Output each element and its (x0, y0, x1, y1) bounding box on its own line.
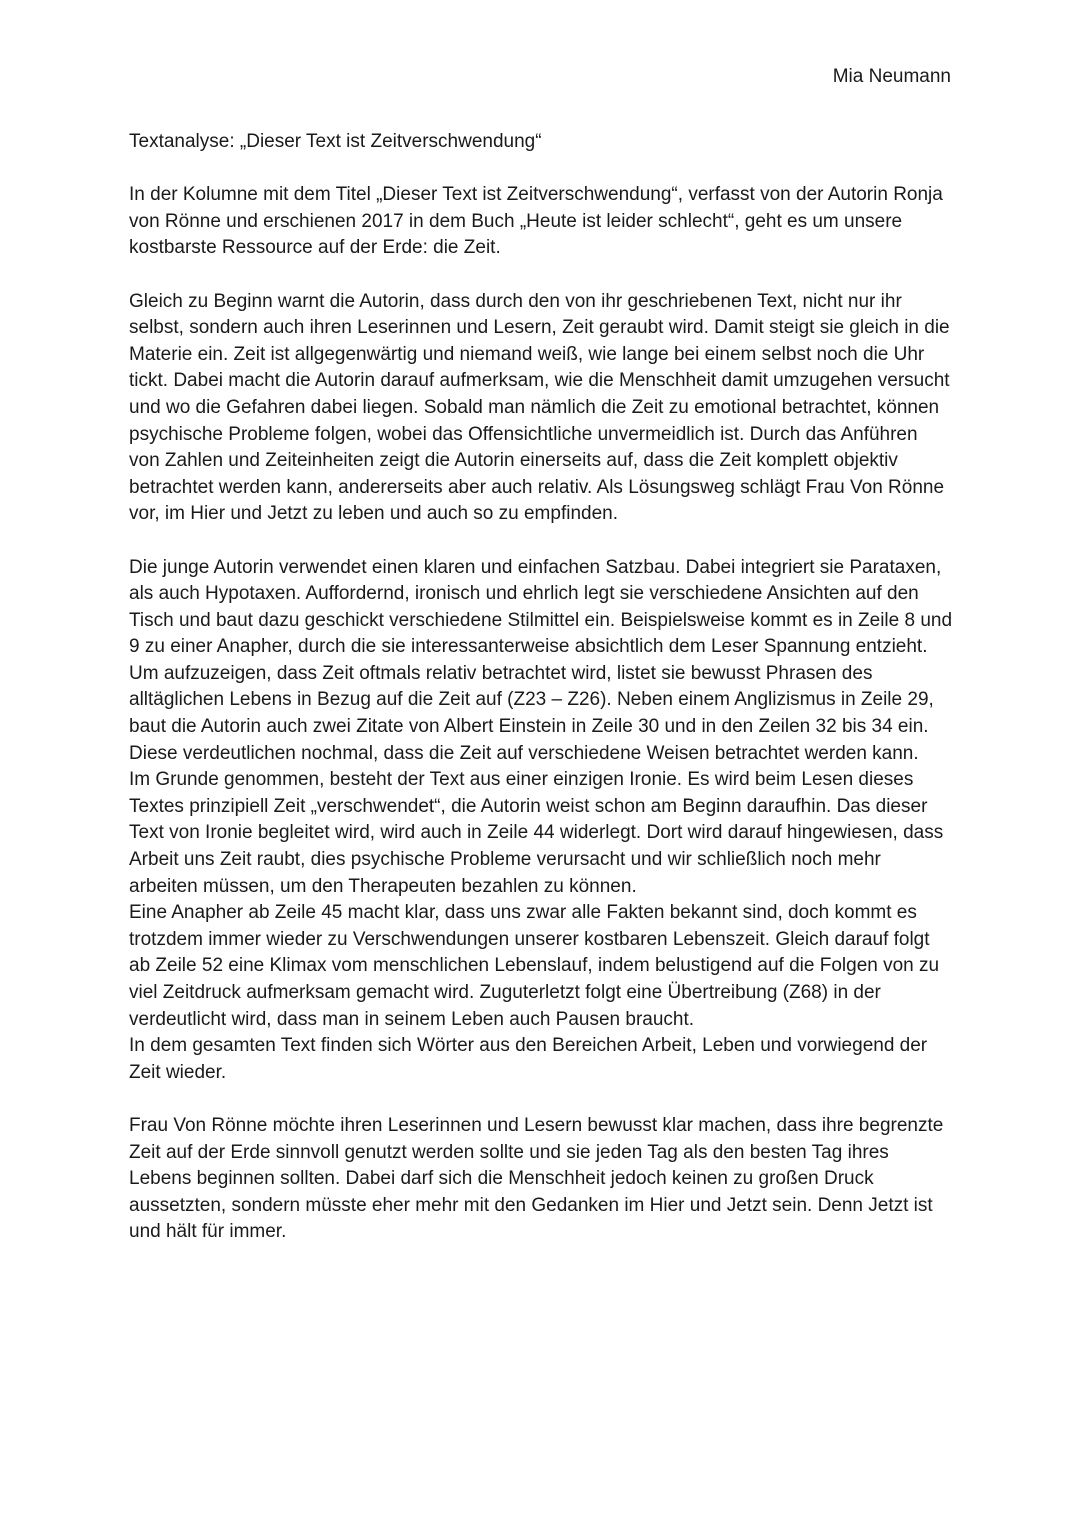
paragraph-conclusion: Frau Von Rönne möchte ihren Leserinnen und Lesern bewusst klar machen, dass ihre begrenzte Zeit auf der Erde sinnvoll genutzt werden sollte und sie jeden Tag als den besten Tag ihres Lebens beginnen sollten. Dabei darf sich die Menschheit jedoch keinen zu großen Druck aussetzten, sondern müsste eher mehr mit den Gedanken im Hier und Jetzt sein. Denn Jetzt ist und hält für immer. (129, 1114, 944, 1243)
author-name: Mia Neumann (832, 66, 951, 87)
paragraph-word-fields: In dem gesamten Text finden sich Wörter aus den Bereichen Arbeit, Leben und vorwiegend der Zeit wieder. (129, 1035, 928, 1083)
document-title: Textanalyse: „Dieser Text ist Zeitverschwendung“ (129, 131, 542, 152)
paragraph-introduction: In der Kolumne mit dem Titel „Dieser Text ist Zeitverschwendung“, verfasst von der Autorin Ronja von Rönne und erschienen 2017 in dem Buch „Heute ist leider schlecht“, geht es um unsere kostbarste Ressource auf der Erde: die Zeit. (129, 184, 943, 259)
paragraph-irony: Im Grunde genommen, besteht der Text aus einer einzigen Ironie. Es wird beim Lesen dieses Textes prinzipiell Zeit „verschwendet“, die Autorin weist schon am Beginn daraufhin. Das dieser Text von Ironie begleitet wird, wird auch in Zeile 44 widerlegt. Dort wird darauf hingewiesen, dass Arbeit uns Zeit raubt, dies psychische Probleme verursacht und wir schließlich noch mehr arbeiten müssen, um den Therapeuten bezahlen zu können. (129, 769, 944, 897)
paragraph-style-analysis: Die junge Autorin verwendet einen klaren und einfachen Satzbau. Dabei integriert sie Parataxen, als auch Hypotaxen. Auffordernd, ironisch und ehrlich legt sie verschiedene Ansichten auf den Tisch und baut dazu geschickt verschiedene Stilmittel ein. Beispielsweise kommt es in Zeile 8 und 9 zu einer Anapher, durch die sie interessanterweise absichtlich dem Leser Spannung entzieht. Um aufzuzeigen, dass Zeit oftmals relativ betrachtet wird, listet sie bewusst Phrasen des alltäglichen Lebens in Bezug auf die Zeit auf (Z23 – Z26). Neben einem Anglizismus in Zeile 29, baut die Autorin auch zwei Zitate von Albert Einstein in Zeile 30 und in den Zeilen 32 bis 34 ein. Diese verdeutlichen nochmal, dass die Zeit auf verschiedene Weisen betrachtet werden kann. (129, 556, 953, 764)
document-body (129, 129, 953, 1246)
paragraph-content-summary: Gleich zu Beginn warnt die Autorin, dass durch den von ihr geschriebenen Text, nicht nur ihr selbst, sondern auch ihren Leserinnen und Lesern, Zeit geraubt wird. Damit steigt sie gleich in die Materie ein. Zeit ist allgegenwärtig und niemand weiß, wie lange bei einem selbst noch die Uhr tickt. Dabei macht die Autorin darauf aufmerksam, wie die Menschheit damit umzugehen versucht und wo die Gefahren dabei liegen. Sobald man nämlich die Zeit zu emotional betrachtet, können psychische Probleme folgen, wobei das Offensichtliche unvermeidlich ist. Durch das Anführen von Zahlen und Zeiteinheiten zeigt die Autorin einerseits auf, dass die Zeit komplett objektiv betrachtet werden kann, andererseits aber auch relativ. Als Lösungsweg schlägt Frau Von Rönne vor, im Hier und Jetzt zu leben und auch so zu empfinden. (129, 290, 950, 525)
paragraph-anaphora-climax: Eine Anapher ab Zeile 45 macht klar, dass uns zwar alle Fakten bekannt sind, doch kommt es trotzdem immer wieder zu Verschwendungen unserer kostbaren Lebenszeit. Gleich darauf folgt ab Zeile 52 eine Klimax vom menschlichen Lebenslauf, indem belustigend auf die Folgen von zu viel Zeitdruck aufmerksam gemacht wird. Zuguterletzt folgt eine Übertreibung (Z68) in der verdeutlicht wird, dass man in seinem Leben auch Pausen braucht. (129, 902, 940, 1030)
